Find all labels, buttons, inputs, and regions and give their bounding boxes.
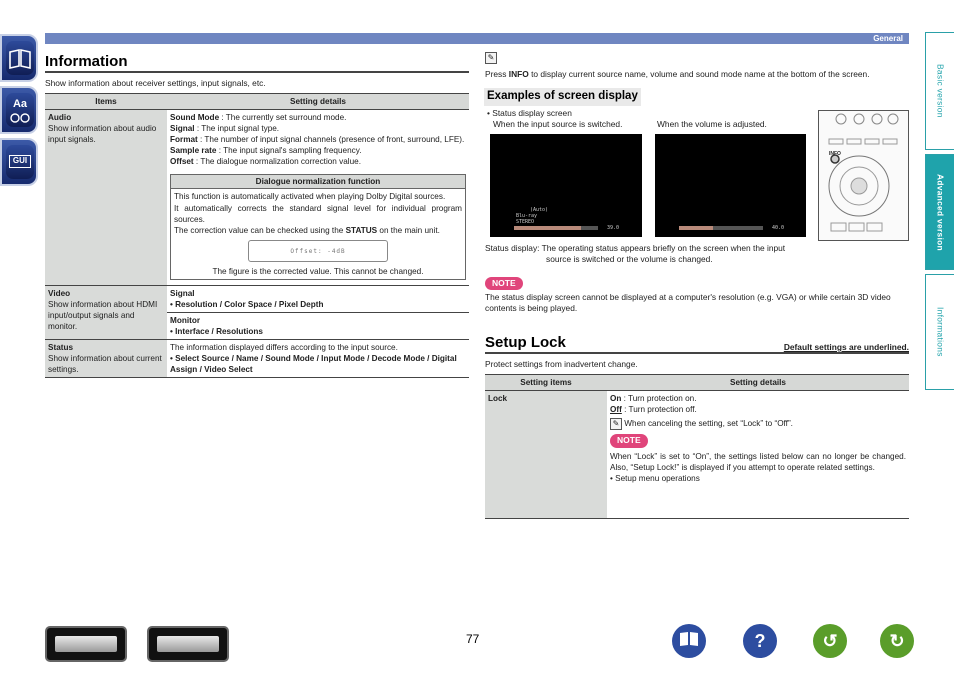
table-row [45,110,469,286]
item-lock: Lock [485,391,607,519]
col-setting-details: Setting details [167,94,469,110]
note-text-1: The status display screen cannot be displayed at a computer's resolution (e.g. VGA) or while certain 3D video contents is being played. [485,292,891,314]
screen1-volume: 39.0 [607,225,620,231]
note-badge-1: NOTE [485,277,523,290]
screen1-line1: (Auto) [530,207,549,213]
remote-control-illustration [818,110,909,241]
caption-volume-adjusted: When the volume is adjusted. [657,119,767,129]
screen2-volume-fill [679,226,713,230]
screen1-volume-fill [514,226,581,230]
section-header-bar [45,33,909,44]
remote-info-label: INFO [829,151,841,157]
book-icon [6,41,34,75]
screen-input-switched [490,134,642,237]
tip-pencil-icon: ✎ [485,52,497,64]
screen2-volume: 40.0 [772,225,785,231]
screen2-volume-bar [679,226,763,230]
back-button[interactable] [813,624,847,658]
setup-rule [485,352,909,354]
title-rule [45,71,469,73]
note-text-2: When “Lock” is set to “On”, the settings listed below can no longer be changed. Also, “Setup Lock!” is displayed if you attempt to operate related settings. [610,451,906,472]
information-intro: Show information about receiver settings, input signals, etc. [45,78,266,88]
caption-input-switched: When the input source is switched. [493,119,623,129]
receiver-front-icon [55,636,117,652]
item-video: Video Show information about HDMI input/output signals and monitor. [45,285,167,339]
dnf-caption: The figure is the corrected value. This cannot be changed. [212,266,424,276]
information-table [45,93,469,378]
undo-arrow-icon: ↺ [822,630,838,651]
status-details: The information displayed differs according to the input source. • Select Source / Name / Sound Mode / Input Mode / Decode Mode / Digital Assign / Video Select [167,340,469,378]
setup-lock-table [485,374,909,519]
gui-label: GUI [9,155,31,168]
question-icon: ? [754,630,766,651]
setup-lock-title: Setup Lock [485,334,566,351]
tab-informations[interactable]: Informations [925,274,954,390]
item-audio: Audio Show information about audio input signals. [45,110,167,286]
forward-button[interactable] [880,624,914,658]
note-badge-2: NOTE [610,434,648,447]
press-info-text: Press INFO to display current source name, volume and sound mode name at the bottom of the screen. [485,69,870,79]
tip-pencil-icon: ✎ [610,418,622,430]
audio-details: Sound Mode : The currently set surround mode. Signal : The input signal type. Format : The number of input signal channels (presence of front, surround, LFE). Sample rate : The input signal's sampling frequency. Offset : The dialogue normalization correction value. Dialogue normalization function This function is automatically activated when playing Dolby Digital sources. It automatically corrects the standard signal level for individual program sources. The correction value can be checked using the STATUS on the main unit. Offset: -4dB The figure is the corrected value. This cannot be changed. [167,110,469,286]
section-label: General [873,34,903,43]
item-status: Status Show information about current settings. [45,340,167,378]
col-setting-details: Setting details [607,375,909,391]
table-row [485,391,909,519]
front-panel-button[interactable] [45,626,127,662]
setup-intro: Protect settings from inadvertent change. [485,359,638,369]
help-button[interactable] [743,624,777,658]
video-details: Signal • Resolution / Color Space / Pixel Depth Monitor • Interface / Resolutions [167,285,469,339]
table-row [45,340,469,378]
tab-basic-version[interactable]: Basic version [925,32,954,150]
screen-volume-adjusted [655,134,806,237]
screen1-line2: Blu-ray [516,213,538,219]
screen1-line3: STEREO [516,219,535,225]
lock-details: On : Turn protection on. Off : Turn protection off. ✎ When canceling the setting, set “Lock” to “Off”. NOTE When “Lock” is set to “On”, the settings listed below can no longer be changed. Also, “Setup Lock!” is displayed if you attempt to operate related settings. • Setup menu operations [607,391,909,519]
examples-title: Examples of screen display [484,88,641,106]
rear-panel-button[interactable] [147,626,229,662]
dialogue-normalization-box: Dialogue normalization function This function is automatically activated when playing Dolby Digital sources. It automatically corrects the standard signal level for individual program sources. The correction value can be checked using the STATUS on the main unit. Offset: -4dB The figure is the corrected value. This cannot be changed. [170,174,466,279]
contents-book-button[interactable] [0,34,38,82]
offset-display: Offset: -4dB [248,240,388,262]
redo-arrow-icon: ↻ [889,630,905,651]
receiver-rear-icon [157,636,219,652]
col-setting-items: Setting items [485,375,607,391]
gui-button[interactable] [0,138,38,186]
index-button[interactable] [0,86,38,134]
tab-advanced-version[interactable]: Advanced version [925,154,954,270]
aa-label: Aa [12,98,28,110]
note-item: • Setup menu operations [610,473,700,483]
status-screen-bullet: • Status display screen [487,108,572,118]
page-number: 77 [466,632,480,646]
index-aa-icon [6,93,34,127]
dnf-title: Dialogue normalization function [171,175,465,189]
col-items: Items [45,94,167,110]
default-settings-note: Default settings are underlined. [783,342,909,352]
gui-icon [6,145,34,179]
screen1-volume-bar [514,226,598,230]
status-display-desc: Status display: The operating status appears briefly on the screen when the input source is switched or the volume is changed. [485,243,786,265]
information-title: Information [45,53,128,70]
book-icon [679,629,699,653]
table-row [45,285,469,339]
contents-book-button[interactable] [672,624,706,658]
